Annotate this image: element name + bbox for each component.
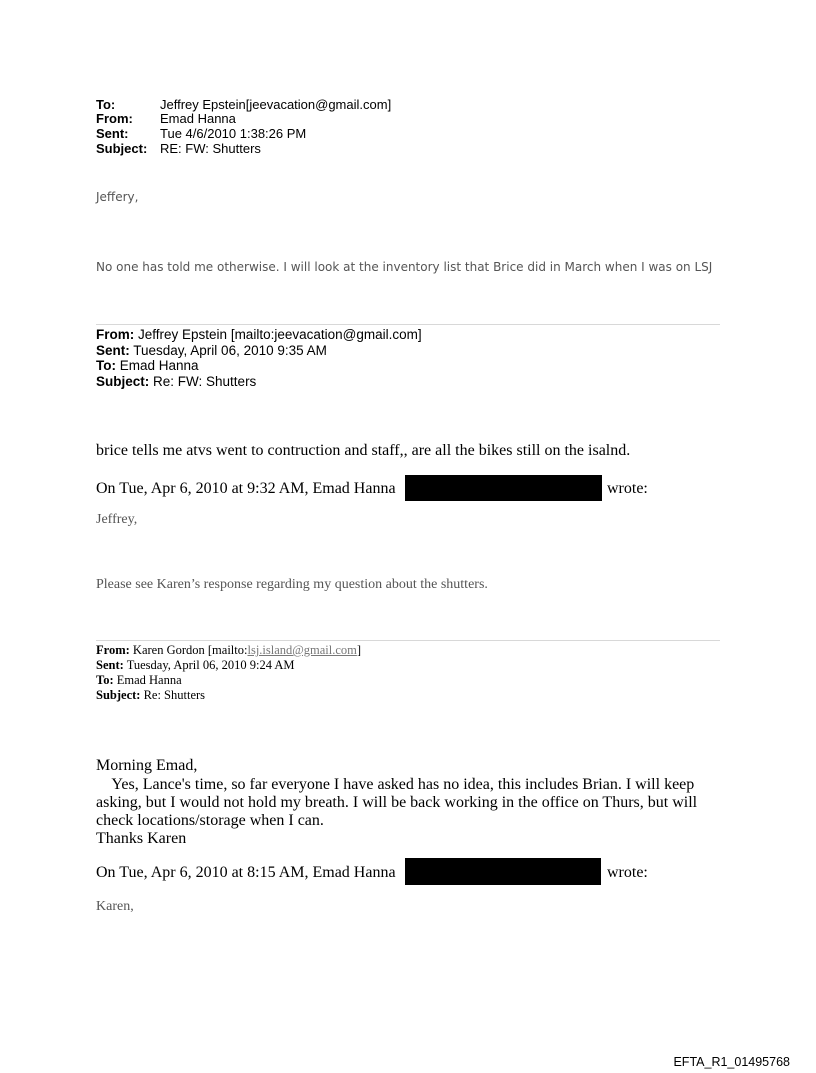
quote3-line1: Yes, Lance's time, so far everyone I have asked has no idea, this includes Brian. I will keep — [96, 776, 695, 793]
reply-greeting: Jeffery, — [96, 190, 139, 204]
quote2-body: Please see Karen’s response regarding my question about the shutters. — [96, 577, 488, 592]
quote3-attribution-pre: On Tue, Apr 6, 2010 at 8:15 AM, Emad Hanna — [96, 864, 396, 881]
quote1-from-row — [96, 327, 422, 343]
quote1-subject-value: Re: FW: Shutters — [153, 374, 257, 389]
quote3-line3: check locations/storage when I can. — [96, 812, 324, 829]
header-subject-value: RE: FW: Shutters — [160, 141, 261, 156]
quote3-from-end: ] — [356, 643, 362, 657]
redaction-block — [405, 858, 601, 885]
quote3-subject-row — [96, 688, 205, 703]
quote3-subject-label: Subject: — [96, 688, 141, 702]
quote3-to-row — [96, 673, 182, 688]
quote1-subject-label: Subject: — [96, 374, 150, 389]
quote3-greeting: Morning Emad, — [96, 757, 198, 774]
quote3-sent-row — [96, 658, 295, 673]
document-id: EFTA_R1_01495768 — [673, 1055, 790, 1069]
quote3-from-row — [96, 643, 361, 658]
quote3-sent-label: Sent: — [96, 658, 124, 672]
quote3-line2: asking, but I would not hold my breath. I will be back working in the office on Thurs, but will — [96, 794, 698, 811]
quote1-divider — [96, 324, 720, 325]
quote1-to-label: To: — [96, 358, 116, 373]
quote3-from-label: From: — [96, 643, 130, 657]
header-subject-label: Subject: — [96, 141, 148, 156]
quote3-to-value: Emad Hanna — [116, 673, 182, 687]
header-from-label: From: — [96, 111, 133, 126]
quote3-sent-value: Tuesday, April 06, 2010 9:24 AM — [126, 658, 295, 672]
header-to-value: Jeffrey Epstein[jeevacation@gmail.com] — [160, 97, 392, 112]
quote1-subject-row — [96, 374, 256, 390]
header-from-value: Emad Hanna — [160, 111, 236, 126]
quote1-body: brice tells me atvs went to contruction and staff,, are all the bikes still on the isalnd. — [96, 442, 631, 459]
quote3-from-name: Karen Gordon [mailto: — [132, 643, 248, 657]
reply-body: No one has told me otherwise. I will look at the inventory list that Brice did in March when I was on LSJ — [96, 260, 713, 274]
header-sent-value: Tue 4/6/2010 1:38:26 PM — [160, 126, 307, 141]
quote1-to-value: Emad Hanna — [119, 358, 199, 373]
quote3-to-label: To: — [96, 673, 114, 687]
quote1-sent-label: Sent: — [96, 343, 130, 358]
quote1-attribution-pre: On Tue, Apr 6, 2010 at 9:32 AM, Emad Hanna — [96, 480, 396, 497]
quote1-from-label: From: — [96, 327, 135, 342]
quote3-attribution-post: wrote: — [607, 864, 648, 881]
quote1-sent-row — [96, 343, 327, 359]
quote3-subject-value: Re: Shutters — [143, 688, 206, 702]
quote1-to-row — [96, 358, 199, 374]
quote2-greeting: Jeffrey, — [96, 512, 138, 527]
quote3-email-link[interactable]: lsj.island@gmail.com — [247, 643, 357, 657]
redaction-block — [405, 475, 602, 501]
quote1-attribution-post: wrote: — [607, 480, 648, 497]
header-sent-label: Sent: — [96, 126, 129, 141]
header-to-label: To: — [96, 97, 116, 112]
quote3-line4: Thanks Karen — [96, 830, 187, 847]
quote3-closing-greeting: Karen, — [96, 899, 134, 914]
quote1-sent-value: Tuesday, April 06, 2010 9:35 AM — [133, 343, 327, 358]
quote1-from-value: Jeffrey Epstein [mailto:jeevacation@gmail.com] — [138, 327, 422, 342]
quote3-divider — [96, 640, 720, 641]
